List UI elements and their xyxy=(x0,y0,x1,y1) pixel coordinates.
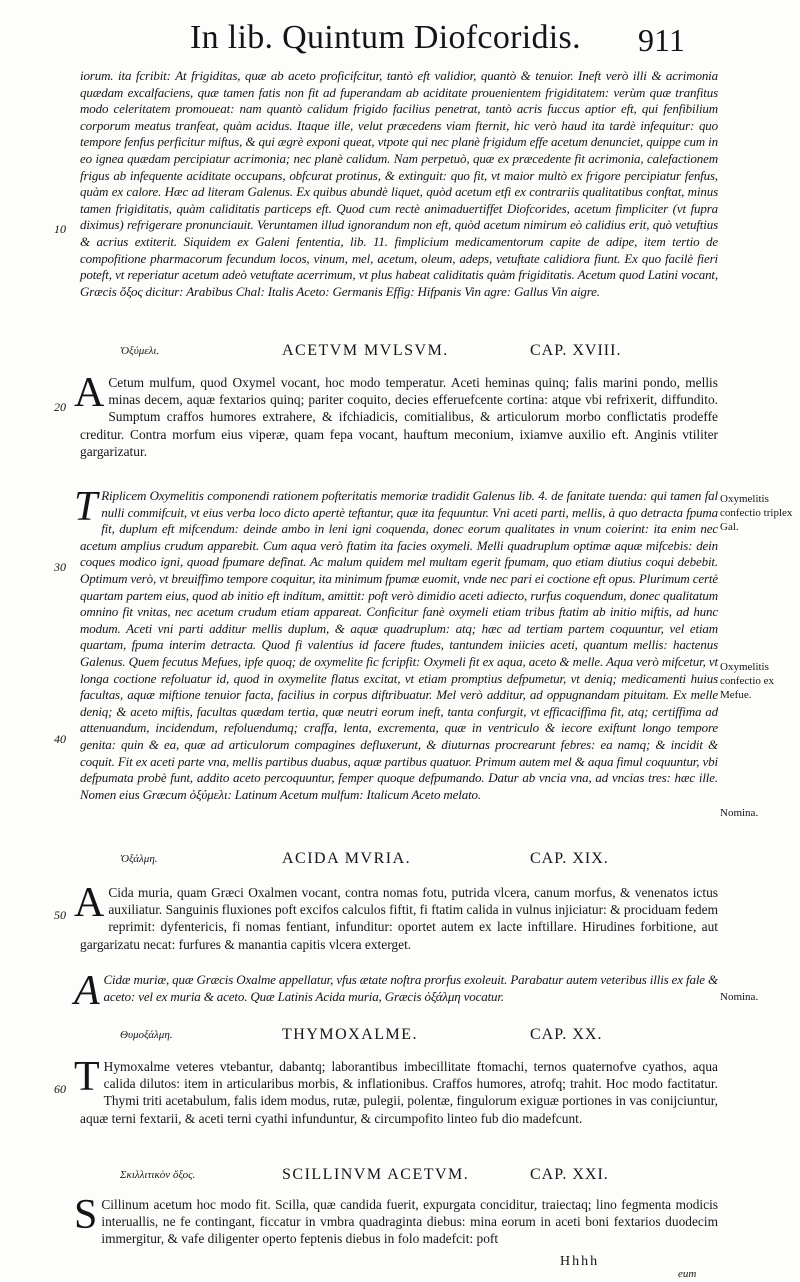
text-block-xix xyxy=(74,880,718,953)
commentary-text: Riplicem Oxymelitis componendi rationem pofteritatis memoriæ tradidit Galenus lib. 4. de fanitate tuenda: qui tamen fal nulli commifcuit, vt eius verba loco dicto apertè teftantur, quæ ita fequuntur. Vni aceti parti, mellis, à quo detracta fpuma fit, duplum eft mifcendum: deinde ambo in leni igni coquenda, donec eorum qualitates in vnum coierint: ita enim nec acetum amplius crudum apparebit. Cum aqua verò ftatim ita facies oxymeli. Melli quadruplum optimæ aquæ mifcebis: dein coques modico igni, quoad fpumare defînat. Ac malum quidem mel multam egerit fpumam, quo etiam diutius coqui debebit. Optimum verò, vt breuiffimo tempore coquitur, ita minimum fpumæ euomit, vnde nec pari ei coctione eft opus. Plurimum certè quartam partem eius, quod ab initio eft inditum, amittit: poft verò dimidio aceti adiecto, rurfus coquendum, donec qualitatum omnino fit vnitas, nec acetum crudum etiam appareat. Conficitur fanè oxymeli etiam tribus ftatim ab initio miftis, ad hunc modum. Aceti vni parti additur mellis duplum, & aquæ quadruplum: atq; hæc ad tertiam partem coquuntur, vel etiam quartam, fpuma interim detracta. Quod fi valentius id facere ftudes, tantundem iniicies aceti, quantum mellis: hactenus Galenus. Quem fecutus Mefues, ipfe quoq; de oxymelite fic fcripfit: Oxymeli fit ex aqua, aceto & melle. Aqua verò mifcetur, vt longa coctione refoluatur id, quod in oxymelite flatus excitat, vt etiam promptius defpumetur, vt deniq; medicamenti huius facultas, aquæ miftione tenuior facta, facilius in corpus diftribuatur. Mel verò additur, ad oppugnandam pituitam. Ex melle deniq; & aceto miftis, facultas quædam tertia, quæ neutri eorum ineft, tanta confurgit, vt efficaciffima fit, atq; certiffima ad attenuandum, incidendum, refoluendumq; craffa, lenta, excrementa, quæ in ventriculo & iecore exiftunt longo tempore genita: quin & ea, quæ ad articulorum compagines defluxerunt, & diuturnas procrearunt febres: ea namq; & incidit & coquit. Fit ex aceti parte vna, mellis partibus duabus, aquæ partibus quatuor. Primum autem mel & aqua fimul coquuntur, vbi defpumata probè funt, addito aceto percoquuntur, femper quoque defpumando. Datur ab vncia vna, ad vncias tres: hæc ille. Nomen eius Græcum ὀξύμελι: Latinum Acetum mulfum: Italicum Aceto melato. xyxy=(80,488,718,802)
line-number: 60 xyxy=(54,1082,66,1096)
chapter-number: CAP. XVIII. xyxy=(530,342,622,359)
greek-name: Σκιλλιτικὸν ὄξος. xyxy=(120,1169,196,1181)
catchword: eum xyxy=(678,1268,697,1280)
chapter-heading-xx xyxy=(120,1026,680,1048)
greek-name: Ὀξάλμη. xyxy=(120,853,158,865)
commentary-block-3 xyxy=(74,968,718,1014)
body-text: Cida muria, quam Græci Oxalmen vocant, contra nomas fotu, putrida vlcera, canum morfus, & venenatos ictus auxiliatur. Sanguinis fluxiones poft excifos calculos fiftit, fi ftatim calida in vulnus injiciatur: & prociduam fedem reprimit: dyfentericis, fi nomas fentiant, infunditur: oportet autem ex lacte inftillare. Hirudines forbitione, aut gargarizatu necat: furfures & manantia capitis vlcera exterget. xyxy=(80,885,718,952)
line-number: 30 xyxy=(54,560,66,574)
chapter-title: ACETVM MVLSVM. xyxy=(282,342,449,359)
body-paragraph xyxy=(74,1054,718,1127)
chapter-number: CAP. XXI. xyxy=(530,1166,609,1183)
commentary-block-1 xyxy=(80,68,718,300)
commentary-paragraph xyxy=(74,484,718,803)
drop-cap: T xyxy=(74,1054,100,1100)
chapter-title: THYMOXALME. xyxy=(282,1026,419,1043)
text-block-xviii xyxy=(74,370,718,460)
margin-note: Nomina. xyxy=(720,807,759,819)
drop-cap: A xyxy=(74,880,105,926)
chapter-title: SCILLINVM ACETVM. xyxy=(282,1166,470,1183)
margin-note: Oxymelitis confectio ex Mefue. xyxy=(720,661,775,701)
margin-note: Oxymelitis confectio triplex Gal. xyxy=(720,493,793,533)
chapter-number: CAP. XX. xyxy=(530,1026,603,1043)
text-block-xx xyxy=(74,1054,718,1127)
body-paragraph xyxy=(74,370,718,460)
line-number: 20 xyxy=(54,400,66,414)
greek-name: Θυμοξάλμη. xyxy=(120,1029,173,1041)
body-text: Cillinum acetum hoc modo fit. Scilla, quæ candida fuerit, expurgata conciditur, traiectaq; lino fegmenta modicis interuallis, ne fe contingant, ficcatur in vmbra quadraginta diebus: mina eorum in aceti boni fextarios duodecim immergitur, & vafe diligenter operto feptenis diebus in folo madefcit: poft xyxy=(101,1197,718,1247)
drop-cap: A xyxy=(74,370,105,416)
page-number: 911 xyxy=(638,22,685,58)
body-text: Cetum mulfum, quod Oxymel vocant, hoc modo temperatur. Aceti heminas quinq; falis marini pondo, mellis minas decem, aquæ fextarios quinq; pariter coquito, decies efferuefcente cortina: atque vbi refrixerit, diffundito. Sumptum craffos humores extrahere, & ifchiadicis, comitialibus, & articulorum morbo conflictatis prodeffe creditur. Contra morfum eius viperæ, quam fepa vocant, hauftum meconium, ixiamve auxilio eft. Anginis vtiliter gargarizatur. xyxy=(80,375,718,459)
page-header xyxy=(0,14,800,64)
drop-cap: T xyxy=(74,484,98,530)
chapter-heading-xviii xyxy=(120,342,680,364)
running-head: In lib. Quintum Diofcoridis. xyxy=(190,19,581,56)
greek-name: Ὀξύμελι. xyxy=(120,345,160,357)
line-number: 10 xyxy=(54,222,66,236)
body-text: Hymoxalme veteres vtebantur, dabantq; laborantibus imbecillitate ftomachi, ternos quaternofve cyathos, aqua calida dilutos: item in articularibus morbis, & inflationibus. Craffos humores, atrofq; trahit. Hoc modo factitatur. Thymi triti acetabulum, falis idem modus, rutæ, pulegii, polentæ, fingulorum exiguæ portiones in vas conijciuntur, aquæ terni fextarii, & aceti terni cyathi infunduntur, & circumpofito linteo fub dio madefcunt. xyxy=(80,1059,718,1126)
line-number: 40 xyxy=(54,732,66,746)
chapter-heading-xix xyxy=(120,850,680,872)
commentary-text: Cidæ muriæ, quæ Græcis Oxalme appellatur, vfus ætate noftra prorfus exoleuit. Parabatur autem veteribus illis ex fale & aceto: vel ex muria & aceto. Quæ Latinis Acida muria, Græcis ὀξάλμη vocatur. xyxy=(103,972,718,1004)
commentary-block-2 xyxy=(74,484,718,803)
drop-cap: A xyxy=(74,968,100,1014)
chapter-number: CAP. XIX. xyxy=(530,850,609,867)
text-block-xxi xyxy=(74,1192,718,1248)
body-paragraph xyxy=(74,1192,718,1248)
chapter-title: ACIDA MVRIA. xyxy=(282,850,412,867)
commentary-paragraph xyxy=(74,968,718,1014)
drop-cap: S xyxy=(74,1192,98,1238)
line-number: 50 xyxy=(54,908,66,922)
signature-mark: Hhhh xyxy=(560,1254,600,1269)
chapter-heading-xxi xyxy=(120,1166,680,1188)
body-paragraph xyxy=(74,880,718,953)
margin-note: Nomina. xyxy=(720,991,759,1003)
commentary-paragraph: iorum. ita fcribit: At frigiditas, quæ ab aceto proficifcitur, tantò eft validior, quantò & tenuior. Ineft verò illi & acrimonia quædam excalfaciens, quæ tamen fatis non fit ad fuperandam ab aciditate prouenientem frigiditatem: verùm quæ tranfitus modo celeritatem promoueat: nam quantò calidum frigido facilius penetrat, tantò acris fuccus aptior eft, qui fenfibilium corporum meatus tranfeat, quàm acidus. Itaque ille, velut præcedens viam fternit, hic verò haud ita tardè infequitur: quo tempore fenfus perficitur miftus, & qui ægrè exponi queat, vtpote qui nec planè frigidum effe acetum denunciet, quippe cum in eo ignea quædam percipiatur acrimonia; nec planè calidum. Nam perpetuò, quæ ex præcedente fit acrimonia, calefactionem frigus ab infequente aciditate occupans, obfcurat protinus, & extinguit: quo fit, vt maior multò ex frigore percipiatur fenfus, quàm ex calore. Hæc ad literam Galenus. Ex quibus abundè liquet, quòd acetum etfi ex contrariis qualitatibus conftat, minus tamen frigiditatis, quàm caliditatis particeps eft. Quod cum rectè animaduertiffet Diofcorides, acetum fimpliciter (vt fupra diximus) refrigerare pronunciauit. Veruntamen illud ignorandum non eft, quòd acetum nimirum eò calidius erit, quò vetuftius & acrius extiterit. Siquidem ex Galeni fententia, lib. 11. fimplicium medicamentorum capite de adipe, item tertio de compofitione pharmacorum fecundum locos, vinum, mel, acetum, oleum, adeps, vetuftate calidiora fiunt. Ex quo facilè fieri poteft, vt reperiatur acetum adeò vetuftate acerrimum, vt plus habeat caliditatis quàm frigiditatis. Acetum quod Latini vocant, Græcis ὄξος dicitur: Arabibus Chal: Italis Aceto: Germanis Effig: Hifpanis Vin agre: Gallus Vin aigre. xyxy=(80,68,718,299)
